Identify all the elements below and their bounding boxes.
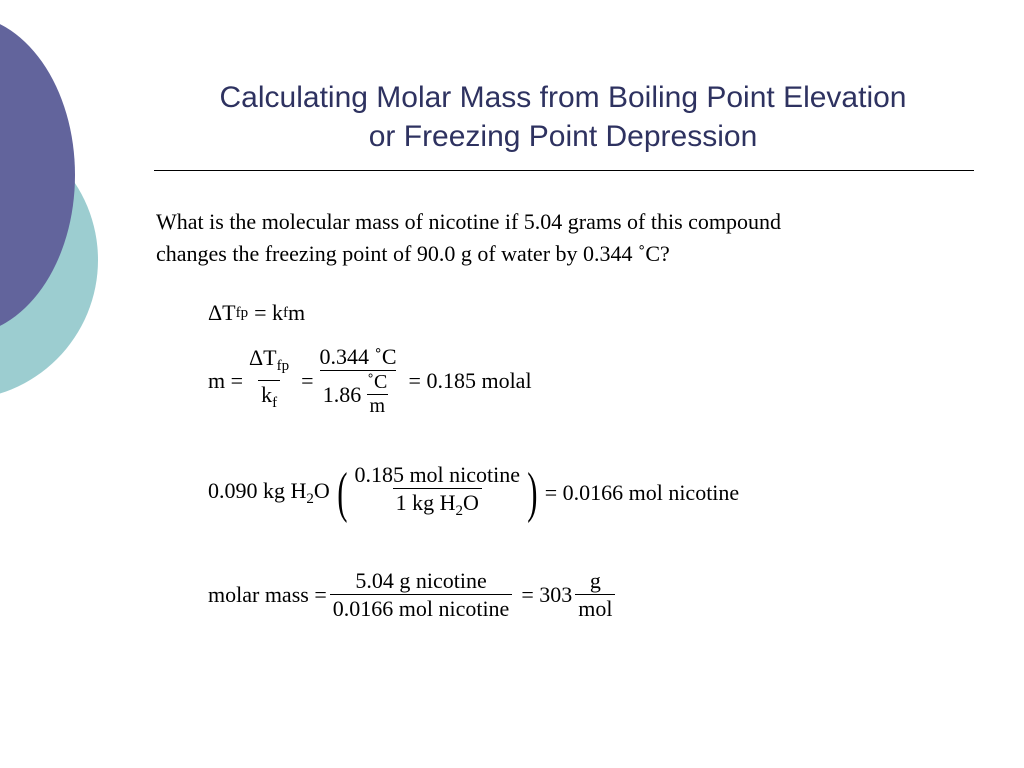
eq1-f-subscript: f xyxy=(283,304,289,321)
equation-molality xyxy=(208,344,532,417)
eq4-fraction xyxy=(330,568,513,621)
eq2-equals: = xyxy=(301,367,314,393)
eq2-frac1-numerator xyxy=(246,345,292,380)
eq3-result: = 0.0166 mol nicotine xyxy=(544,480,740,505)
right-paren: ) xyxy=(527,462,538,524)
eq4-denominator: 0.0166 mol nicotine xyxy=(330,594,513,621)
eq4-unit-den: mol xyxy=(575,594,615,621)
left-paren: ( xyxy=(336,462,348,524)
eq2-frac1-num-sub: fp xyxy=(276,358,290,374)
title-line-2: or Freezing Point Depression xyxy=(368,120,758,153)
eq2-unit-num: ˚C xyxy=(367,371,388,393)
eq2-unit-den: m xyxy=(367,394,389,417)
eq2-fraction-1 xyxy=(246,345,292,416)
eq2-frac2-den-coef: 1.86 xyxy=(322,382,362,407)
eq2-frac2-denominator xyxy=(320,370,397,417)
eq2-fraction-2 xyxy=(317,344,400,417)
eq2-frac1-den-sub: f xyxy=(272,395,278,411)
question-line-1: What is the molecular mass of nicotine if 5.04 grams of this compound xyxy=(156,209,782,234)
eq2-frac2-numerator: 0.344 ˚C xyxy=(319,344,397,369)
eq4-numerator: 5.04 g nicotine xyxy=(355,568,487,593)
eq2-frac2-den-unit xyxy=(364,372,390,417)
eq3-den-end: O xyxy=(462,490,479,515)
eq4-unit-fraction xyxy=(575,568,615,621)
eq4-unit-num: g xyxy=(589,568,601,593)
eq3-fraction xyxy=(351,462,523,524)
eq2-lhs: m = xyxy=(208,367,244,393)
eq3-lhs xyxy=(208,478,330,508)
eq3-lhs-end: O xyxy=(313,478,330,503)
eq1-delta-t: ΔT xyxy=(208,300,236,325)
title-line-1: Calculating Molar Mass from Boiling Point Elevation xyxy=(219,81,907,114)
question-line-2: changes the freezing point of 90.0 g of water by 0.344 ˚C? xyxy=(156,241,670,266)
eq1-fp-subscript: fp xyxy=(235,304,249,321)
eq1-m: m xyxy=(288,300,306,325)
equation-freezing-point xyxy=(208,300,305,326)
eq3-den-text: 1 kg H xyxy=(395,490,456,515)
eq2-frac1-den-text: k xyxy=(261,382,273,407)
question-text xyxy=(156,206,956,270)
eq3-denominator xyxy=(393,488,482,524)
eq1-rhs: = k xyxy=(254,300,284,325)
eq3-numerator: 0.185 mol nicotine xyxy=(354,462,521,487)
eq3-lhs-text: 0.090 kg H xyxy=(208,478,307,503)
eq3-lhs-sub: 2 xyxy=(306,491,314,507)
eq2-frac1-denominator xyxy=(258,380,280,416)
eq2-frac1-num-text: ΔT xyxy=(249,345,277,370)
title-divider xyxy=(154,170,974,171)
eq4-lhs: molar mass = xyxy=(208,581,327,607)
slide-title xyxy=(152,78,974,156)
equation-molar-mass xyxy=(208,568,618,621)
eq4-result: = 303 xyxy=(521,581,573,607)
equation-moles-nicotine xyxy=(208,462,739,524)
eq2-result: = 0.185 molal xyxy=(408,367,532,393)
eq3-den-sub: 2 xyxy=(455,503,463,519)
